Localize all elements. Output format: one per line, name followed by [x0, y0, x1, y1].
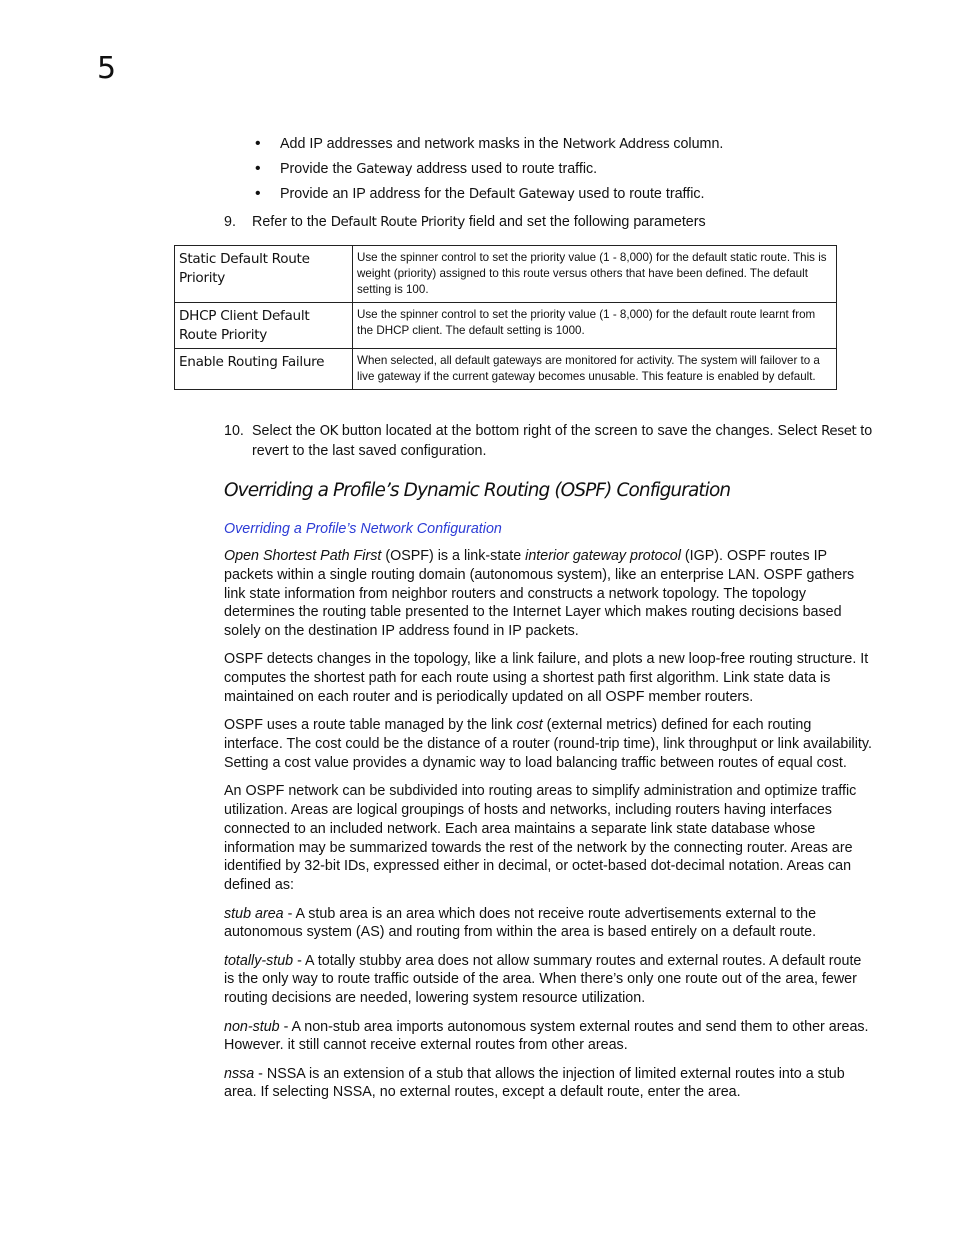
parameter-name: DHCP Client Default Route Priority	[175, 303, 353, 349]
paragraph: An OSPF network can be subdivided into routing areas to simplify administration and optimize traffic utilization. Areas are logical groupings of hosts and networks, including routers having interfaces connected to an included network. Each area maintains a separate link state database whose information may be summarized towards the rest of the network by the connecting router. Areas are identified by 32-bit IDs, expressed either in decimal, or octet-based dot-decimal notation. Areas can defined as:	[224, 783, 857, 894]
body-text	[224, 547, 872, 1112]
area-term: stub area	[224, 905, 284, 922]
paragraph: OSPF detects changes in the topology, like a link failure, and plots a new loop-free routing structure. It computes the shortest path for each route using a shortest path first algorithm. Link state data is maintained on each router and is periodically updated on all OSPF member routers.	[224, 651, 869, 706]
step-9: 9. Refer to the Default Route Priority field and set the following parameters	[224, 214, 706, 230]
parameter-description: Use the spinner control to set the priority value (1 - 8,000) for the default route learnt from the DHCP client. The default setting is 1000.	[353, 303, 837, 349]
area-term: totally-stub	[224, 952, 294, 969]
step-10	[224, 422, 874, 461]
ui-term: Network Address	[562, 137, 670, 152]
table-row	[175, 246, 837, 303]
bullet-item: • Provide an IP address for the Default Gateway used to route traffic.	[255, 184, 723, 209]
paragraph: Open Shortest Path First (OSPF) is a link-state interior gateway protocol (IGP). OSPF routes IP packets within a single routing domain (autonomous system), like an enterprise LAN. OSPF gathers link state information from neighbor routers and constructs a network topology. The topology determines the routing table presented to the Internet Layer which makes routing decisions based solely on the destination IP address found in IP packets.	[224, 548, 855, 640]
bullet-item: • Add IP addresses and network masks in the Network Address column.	[255, 134, 723, 159]
step-text: Select the OK button located at the bottom right of the screen to save the changes. Select Reset to revert to the last saved configuration.	[252, 423, 873, 459]
area-definition: non-stub - A non-stub area imports autonomous system external routes and send them to other areas. However. it still cannot receive external routes from other areas.	[224, 1018, 869, 1054]
area-definition: stub area - A stub area is an area which does not receive route advertisements external to the autonomous system (AS) and routing from within the area is based entirely on a default route.	[224, 905, 817, 941]
bullet-list	[255, 134, 723, 209]
parameter-description: When selected, all default gateways are monitored for activity. The system will failover to a live gateway if the current gateway becomes unusable. This feature is enabled by default.	[353, 349, 837, 390]
ui-term: Default Route Priority	[330, 215, 465, 230]
step-number: 9.	[224, 214, 236, 230]
ui-term: Default Gateway	[468, 187, 575, 202]
ui-term: Reset	[821, 424, 857, 439]
area-term: non-stub	[224, 1018, 280, 1035]
table-row	[175, 303, 837, 349]
parameter-name: Enable Routing Failure	[175, 349, 353, 390]
area-term: nssa	[224, 1065, 255, 1082]
ui-term: Gateway	[356, 162, 413, 177]
area-definition: nssa - NSSA is an extension of a stub that allows the injection of limited external routes into a stub area. If selecting NSSA, no external routes, except a default route, enter the area.	[224, 1065, 845, 1101]
related-topic-link[interactable]: Overriding a Profile’s Network Configuration	[224, 521, 502, 537]
area-definition: totally-stub - A totally stubby area does not allow summary routes and external routes. A default route is the only way to route traffic outside of the area. When there’s only one route out of the area, fewer routing decisions are needed, lowering system resource utilization.	[224, 952, 862, 1007]
parameter-description: Use the spinner control to set the priority value (1 - 8,000) for the default static route. This is weight (priority) assigned to this route versus others that have been defined. The default setting is 100.	[353, 246, 837, 303]
ui-term: OK	[319, 424, 338, 439]
paragraph: OSPF uses a route table managed by the link cost (external metrics) defined for each routing interface. The cost could be the distance of a router (round-trip time), link throughput or link availability. Setting a cost value provides a dynamic way to load balancing traffic between routes of equal cost.	[224, 717, 872, 771]
parameter-name: Static Default Route Priority	[175, 246, 353, 303]
bullet-item: • Provide the Gateway address used to route traffic.	[255, 159, 723, 184]
step-number: 10.	[224, 423, 244, 439]
chapter-number: 5	[97, 51, 117, 86]
table-row	[175, 349, 837, 390]
section-heading: Overriding a Profile’s Dynamic Routing (OSPF) Configuration	[224, 480, 731, 501]
parameters-table	[174, 245, 837, 390]
